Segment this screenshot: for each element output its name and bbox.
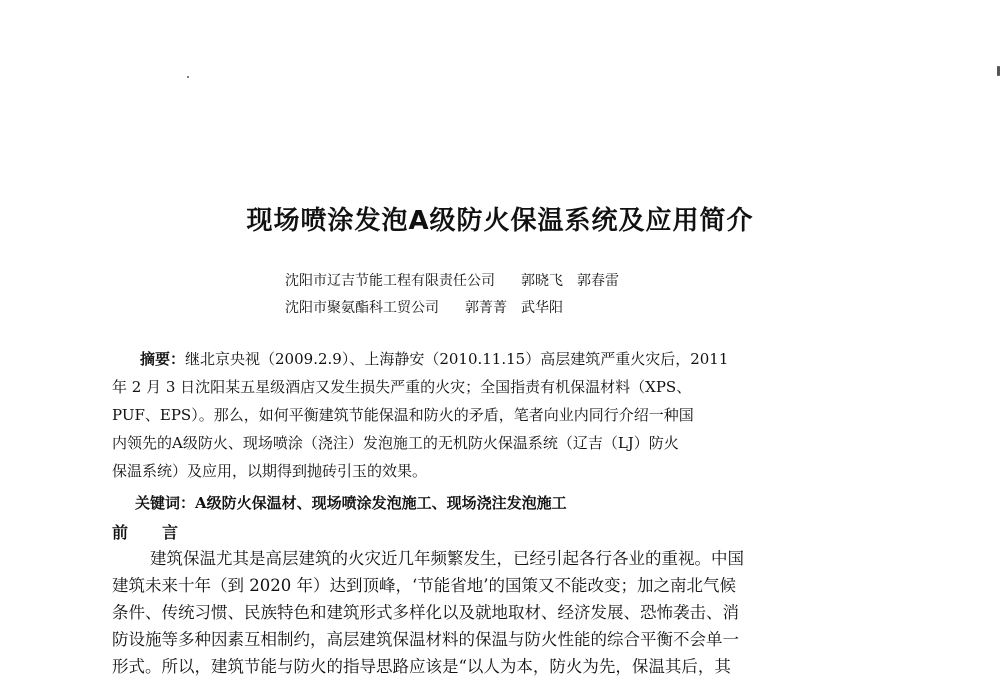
body-line: 形式。所以，建筑节能与防火的指导思路应该是“以人为本，防火为先，保温其后，其 xyxy=(112,657,731,676)
body-line: 条件、传统习惯、民族特色和建筑形式多样化以及就地取材、经济发展、恐怖袭击、消 xyxy=(112,603,739,622)
body-line: 建筑保温尤其是高层建筑的火灾近几年频繁发生，已经引起各行各业的重视。中国 xyxy=(150,549,744,568)
abstract-line: 保温系统）及应用，以期得到抛砖引玉的效果。 xyxy=(112,462,428,480)
paper-title: 现场喷涂发泡A级防火保温系统及应用简介 xyxy=(246,206,754,236)
body-line: 建筑未来十年（到 2020 年）达到顶峰，‘节能省地’的国策又不能改变；加之南北气候 xyxy=(112,576,736,595)
keywords xyxy=(135,492,567,513)
affiliation-1 xyxy=(285,270,619,290)
abstract xyxy=(112,345,832,485)
body-line: 防设施等多种因素互相制约，高层建筑保温材料的保温与防火性能的综合平衡不会单一 xyxy=(112,630,739,649)
abstract-line: PUF、EPS）。那么，如何平衡建筑节能保温和防火的矛盾，笔者向业内同行介绍一种国 xyxy=(112,406,694,424)
preface-heading: 前言 xyxy=(112,523,213,542)
affiliation-authors: 郭菁菁 武华阳 xyxy=(465,300,563,316)
scan-speck xyxy=(187,76,189,78)
abstract-line: 内领先的A级防火、现场喷涂（浇注）发泡施工的无机防火保温系统（辽吉（LJ）防火 xyxy=(112,434,679,452)
preface-body xyxy=(112,545,832,680)
affiliation-org: 沈阳市辽吉节能工程有限责任公司 xyxy=(285,273,495,289)
abstract-label: 摘要： xyxy=(140,350,186,368)
abstract-line: 年 2 月 3 日沈阳某五星级酒店又发生损失严重的火灾；全国指责有机保温材料（XPS、 xyxy=(112,378,692,396)
keywords-text: A级防火保温材、现场喷涂发泡施工、现场浇注发泡施工 xyxy=(195,494,567,512)
abstract-line: 摘要：继北京央视（2009.2.9）、上海静安（2010.11.15）高层建筑严重火灾后，2011 xyxy=(140,350,729,368)
keywords-label: 关键词： xyxy=(135,494,196,512)
affiliation-authors: 郭晓飞 郭春雷 xyxy=(521,273,619,289)
affiliation-org: 沈阳市聚氨酯科工贸公司 xyxy=(285,300,439,316)
affiliation-2 xyxy=(285,297,563,317)
